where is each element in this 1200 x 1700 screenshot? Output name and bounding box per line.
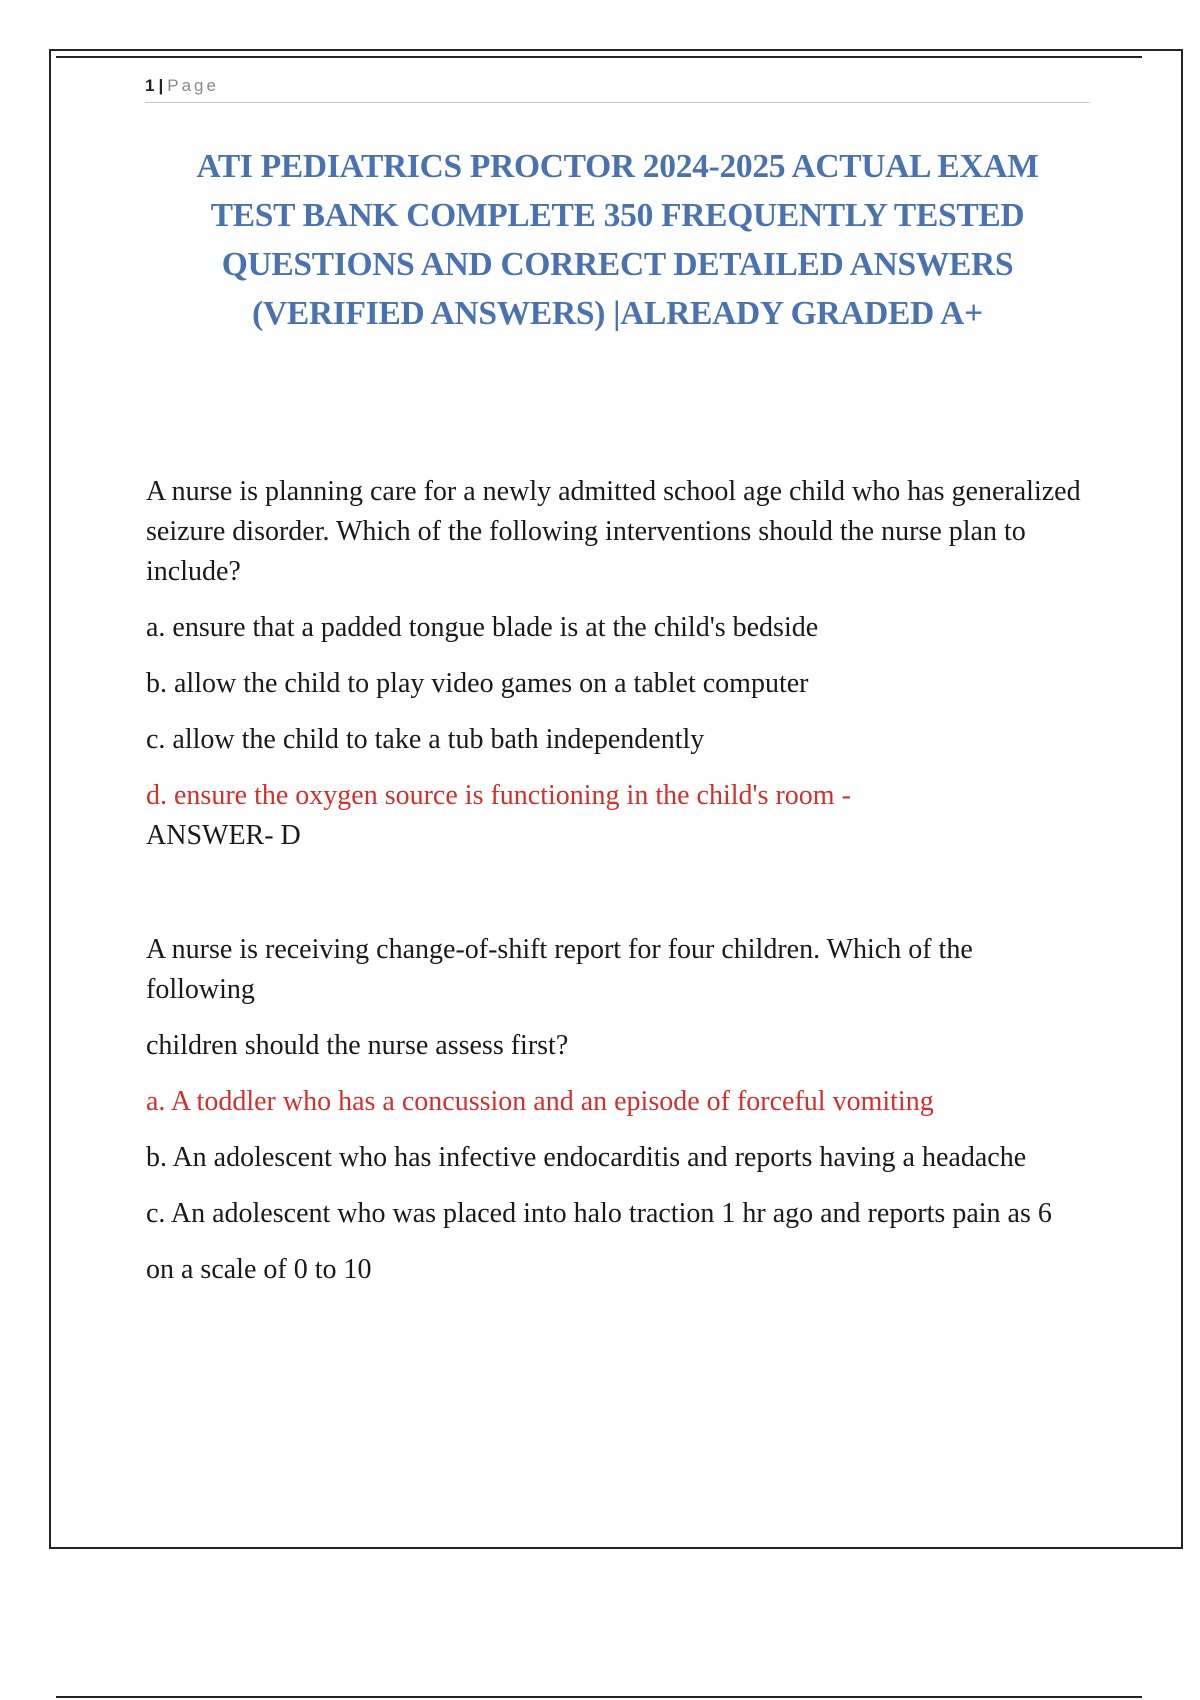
- document-title: [140, 142, 1095, 338]
- question-2-stem-part-2: children should the nurse assess first?: [146, 1030, 569, 1061]
- question-2-option-b: b. An adolescent who has infective endocarditis and reports having a headache: [146, 1142, 1027, 1173]
- title-line-3: QUESTIONS AND CORRECT DETAILED ANSWERS: [221, 246, 1014, 283]
- page-label: Page: [167, 76, 219, 95]
- question-1-option-b: b. allow the child to play video games on a tablet computer: [146, 668, 809, 699]
- page-separator: |: [158, 76, 164, 95]
- top-rule: [56, 56, 1142, 58]
- page-number: 1: [145, 76, 155, 95]
- question-1-answer: ANSWER- D: [146, 820, 301, 851]
- title-line-2: TEST BANK COMPLETE 350 FREQUENTLY TESTED: [210, 197, 1025, 234]
- question-1: [146, 472, 1086, 872]
- title-line-4: (VERIFIED ANSWERS) |ALREADY GRADED A+: [252, 295, 983, 332]
- page-header: [145, 74, 1090, 103]
- question-1-stem: A nurse is planning care for a newly admitted school age child who has generalized seizure disorder. Which of the following interventions should the nurse plan to include?: [146, 476, 1081, 587]
- question-2-stem-part-1: A nurse is receiving change-of-shift report for four children. Which of the following: [146, 934, 973, 1005]
- question-1-option-d-correct: d. ensure the oxygen source is functioning in the child's room -: [146, 780, 851, 811]
- question-1-option-c: c. allow the child to take a tub bath independently: [146, 724, 705, 755]
- question-2: [146, 930, 1086, 1306]
- question-1-option-a: a. ensure that a padded tongue blade is at the child's bedside: [146, 612, 819, 643]
- question-2-option-a-correct: a. A toddler who has a concussion and an episode of forceful vomiting: [146, 1086, 934, 1117]
- question-2-option-c-part-2: on a scale of 0 to 10: [146, 1254, 372, 1285]
- title-line-1: ATI PEDIATRICS PROCTOR 2024-2025 ACTUAL EXAM: [196, 148, 1039, 185]
- question-2-option-c-part-1: c. An adolescent who was placed into halo traction 1 hr ago and reports pain as 6: [146, 1198, 1052, 1229]
- bottom-rule: [56, 1696, 1142, 1698]
